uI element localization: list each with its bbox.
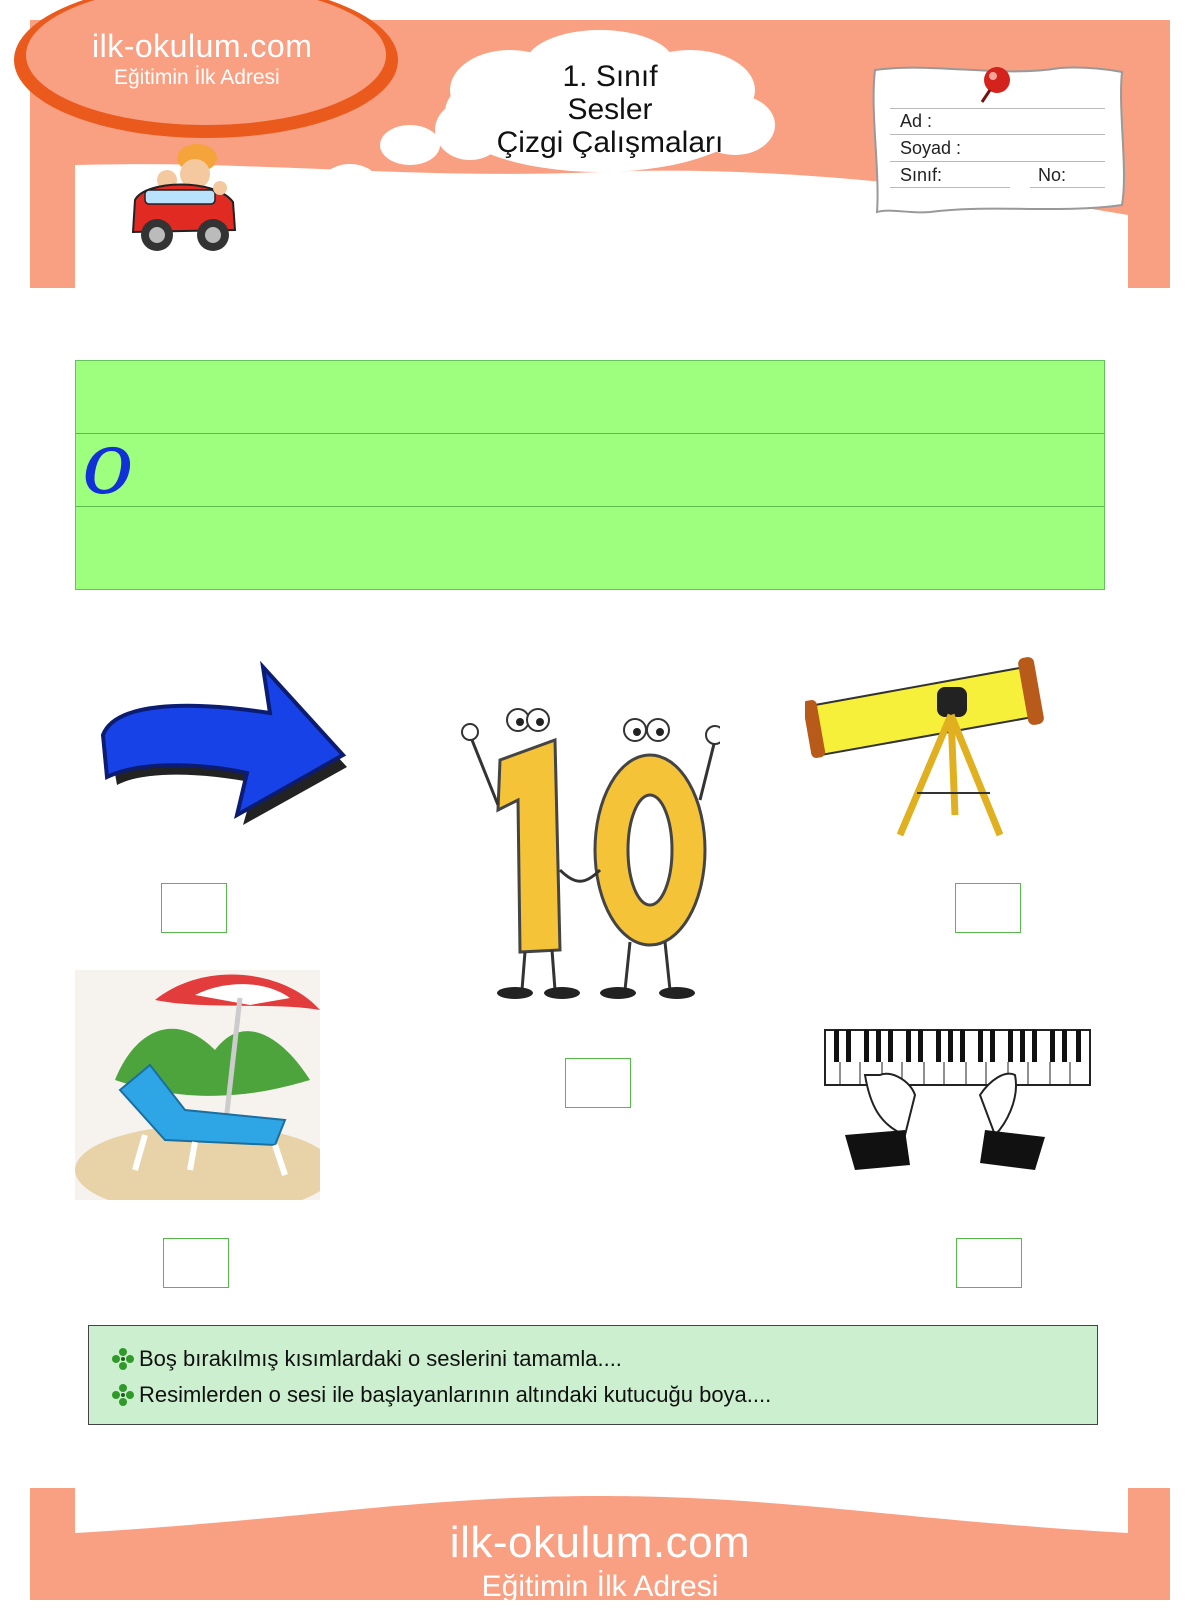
number-ten-icon: [460, 690, 720, 1005]
class-field-label: Sınıf:: [900, 165, 943, 185]
footer-brand-tagline: Eğitimin İlk Adresi: [481, 1570, 719, 1603]
answer-box-telescope[interactable]: [955, 883, 1021, 933]
handwriting-practice-area[interactable]: [75, 360, 1105, 590]
instruction-item: [111, 1382, 771, 1408]
title-line: Sesler: [567, 93, 653, 126]
instruction-item: [111, 1346, 622, 1372]
answer-box-number-ten[interactable]: [565, 1058, 631, 1108]
clover-bullet-icon: [111, 1347, 135, 1371]
instruction-text: Resimlerden o sesi ile başlayanlarının altındaki kutucuğu boya....: [139, 1382, 772, 1407]
instructions-box: [88, 1325, 1098, 1425]
page-footer: [0, 1488, 1200, 1620]
page-header: [0, 0, 1200, 300]
title-line: 1. Sınıf: [562, 60, 658, 93]
answer-box-piano[interactable]: [956, 1238, 1022, 1288]
worksheet-title: [470, 60, 750, 159]
cursive-letter-sample: o: [82, 414, 134, 514]
footer-brand-name: ilk-okulum.com: [449, 1518, 751, 1567]
answer-box-arrow[interactable]: [161, 883, 227, 933]
title-line: Çizgi Çalışmaları: [496, 126, 724, 159]
sunbed-umbrella-icon: [75, 970, 320, 1200]
instruction-text: Boş bırakılmış kısımlardaki o seslerini tamamla....: [139, 1346, 622, 1371]
brand-tagline: Eğitimin İlk Adresi: [114, 66, 280, 89]
name-field-label: Ad :: [900, 111, 933, 131]
arrow-icon: [95, 655, 360, 830]
piano-hands-icon: [820, 1025, 1095, 1175]
surname-field-label: Soyad :: [900, 138, 962, 158]
answer-box-sunbed[interactable]: [163, 1238, 229, 1288]
brand-name: ilk-okulum.com: [92, 28, 313, 64]
clover-bullet-icon: [111, 1383, 135, 1407]
telescope-icon: [805, 645, 1050, 845]
number-field-label: No:: [1038, 165, 1067, 185]
car-mascot-icon: [125, 140, 240, 260]
